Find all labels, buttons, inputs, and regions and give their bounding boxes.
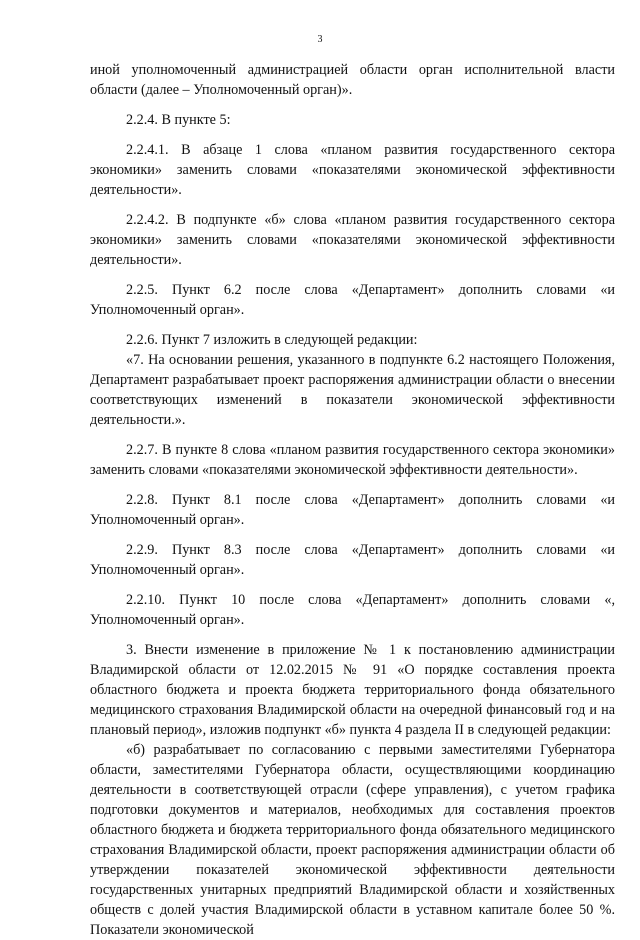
paragraph-subclause-b: «б) разрабатывает по согласованию с первыми заместителями Губернатора области, заместителями Губернатора области, осуществляющими координацию деятельности в соответствующей отрасли (сфере управления), с учетом графика подготовки документов и материалов, необходимых для составления проектов областного бюджета и бюджета территориального фонда обязательного медицинского страхования Владимирской области, проект распоряжения администрации области об утверждении показателей экономической эффективности деятельности государственных унитарных предприятий Владимирской области и хозяйственных обществ с долей участия Владимирской области в уставном капитале более 50 %. Показатели экономической bbox=[90, 742, 615, 938]
paragraph-2-2-5: 2.2.5. Пункт 6.2 после слова «Департамент» дополнить словами «и Уполномоченный орган». bbox=[90, 282, 615, 318]
paragraph-2-2-10: 2.2.10. Пункт 10 после слова «Департамент» дополнить словами «, Уполномоченный орган». bbox=[90, 592, 615, 628]
paragraph-3: 3. Внести изменение в приложение № 1 к постановлению администрации Владимирской области от 12.02.2015 № 91 «О порядке составления проекта областного бюджета и проекта бюджета территориального фонда обязательного медицинского страхования Владимирской области на очередной финансовый год и на плановый период», изложив подпункт «б» пункта 4 раздела II в следующей редакции: bbox=[90, 642, 615, 738]
paragraph-2-2-4: 2.2.4. В пункте 5: bbox=[126, 112, 231, 128]
paragraph-2-2-6: 2.2.6. Пункт 7 изложить в следующей редакции: bbox=[126, 332, 418, 348]
paragraph-2-2-8: 2.2.8. Пункт 8.1 после слова «Департамент» дополнить словами «и Уполномоченный орган». bbox=[90, 492, 615, 528]
paragraph-continuation: иной уполномоченный администрацией области орган исполнительной власти области (далее – Уполномоченный орган)». bbox=[90, 62, 615, 98]
paragraph-2-2-4-1: 2.2.4.1. В абзаце 1 слова «планом развития государственного сектора экономики» заменить словами «показателями экономической эффективности деятельности». bbox=[90, 142, 615, 198]
paragraph-clause-7: «7. На основании решения, указанного в подпункте 6.2 настоящего Положения, Департамент разрабатывает проект распоряжения администрации области о внесении соответствующих изменений в показатели экономической эффективности деятельности.». bbox=[90, 352, 615, 428]
page-number: 3 bbox=[317, 34, 323, 45]
document-body bbox=[90, 60, 615, 940]
paragraph-2-2-7: 2.2.7. В пункте 8 слова «планом развития государственного сектора экономики» заменить словами «показателями экономической эффективности деятельности». bbox=[90, 442, 615, 478]
paragraph-2-2-4-2: 2.2.4.2. В подпункте «б» слова «планом развития государственного сектора экономики» заменить словами «показателями экономической эффективности деятельности». bbox=[90, 212, 615, 268]
paragraph-2-2-9: 2.2.9. Пункт 8.3 после слова «Департамент» дополнить словами «и Уполномоченный орган». bbox=[90, 542, 615, 578]
